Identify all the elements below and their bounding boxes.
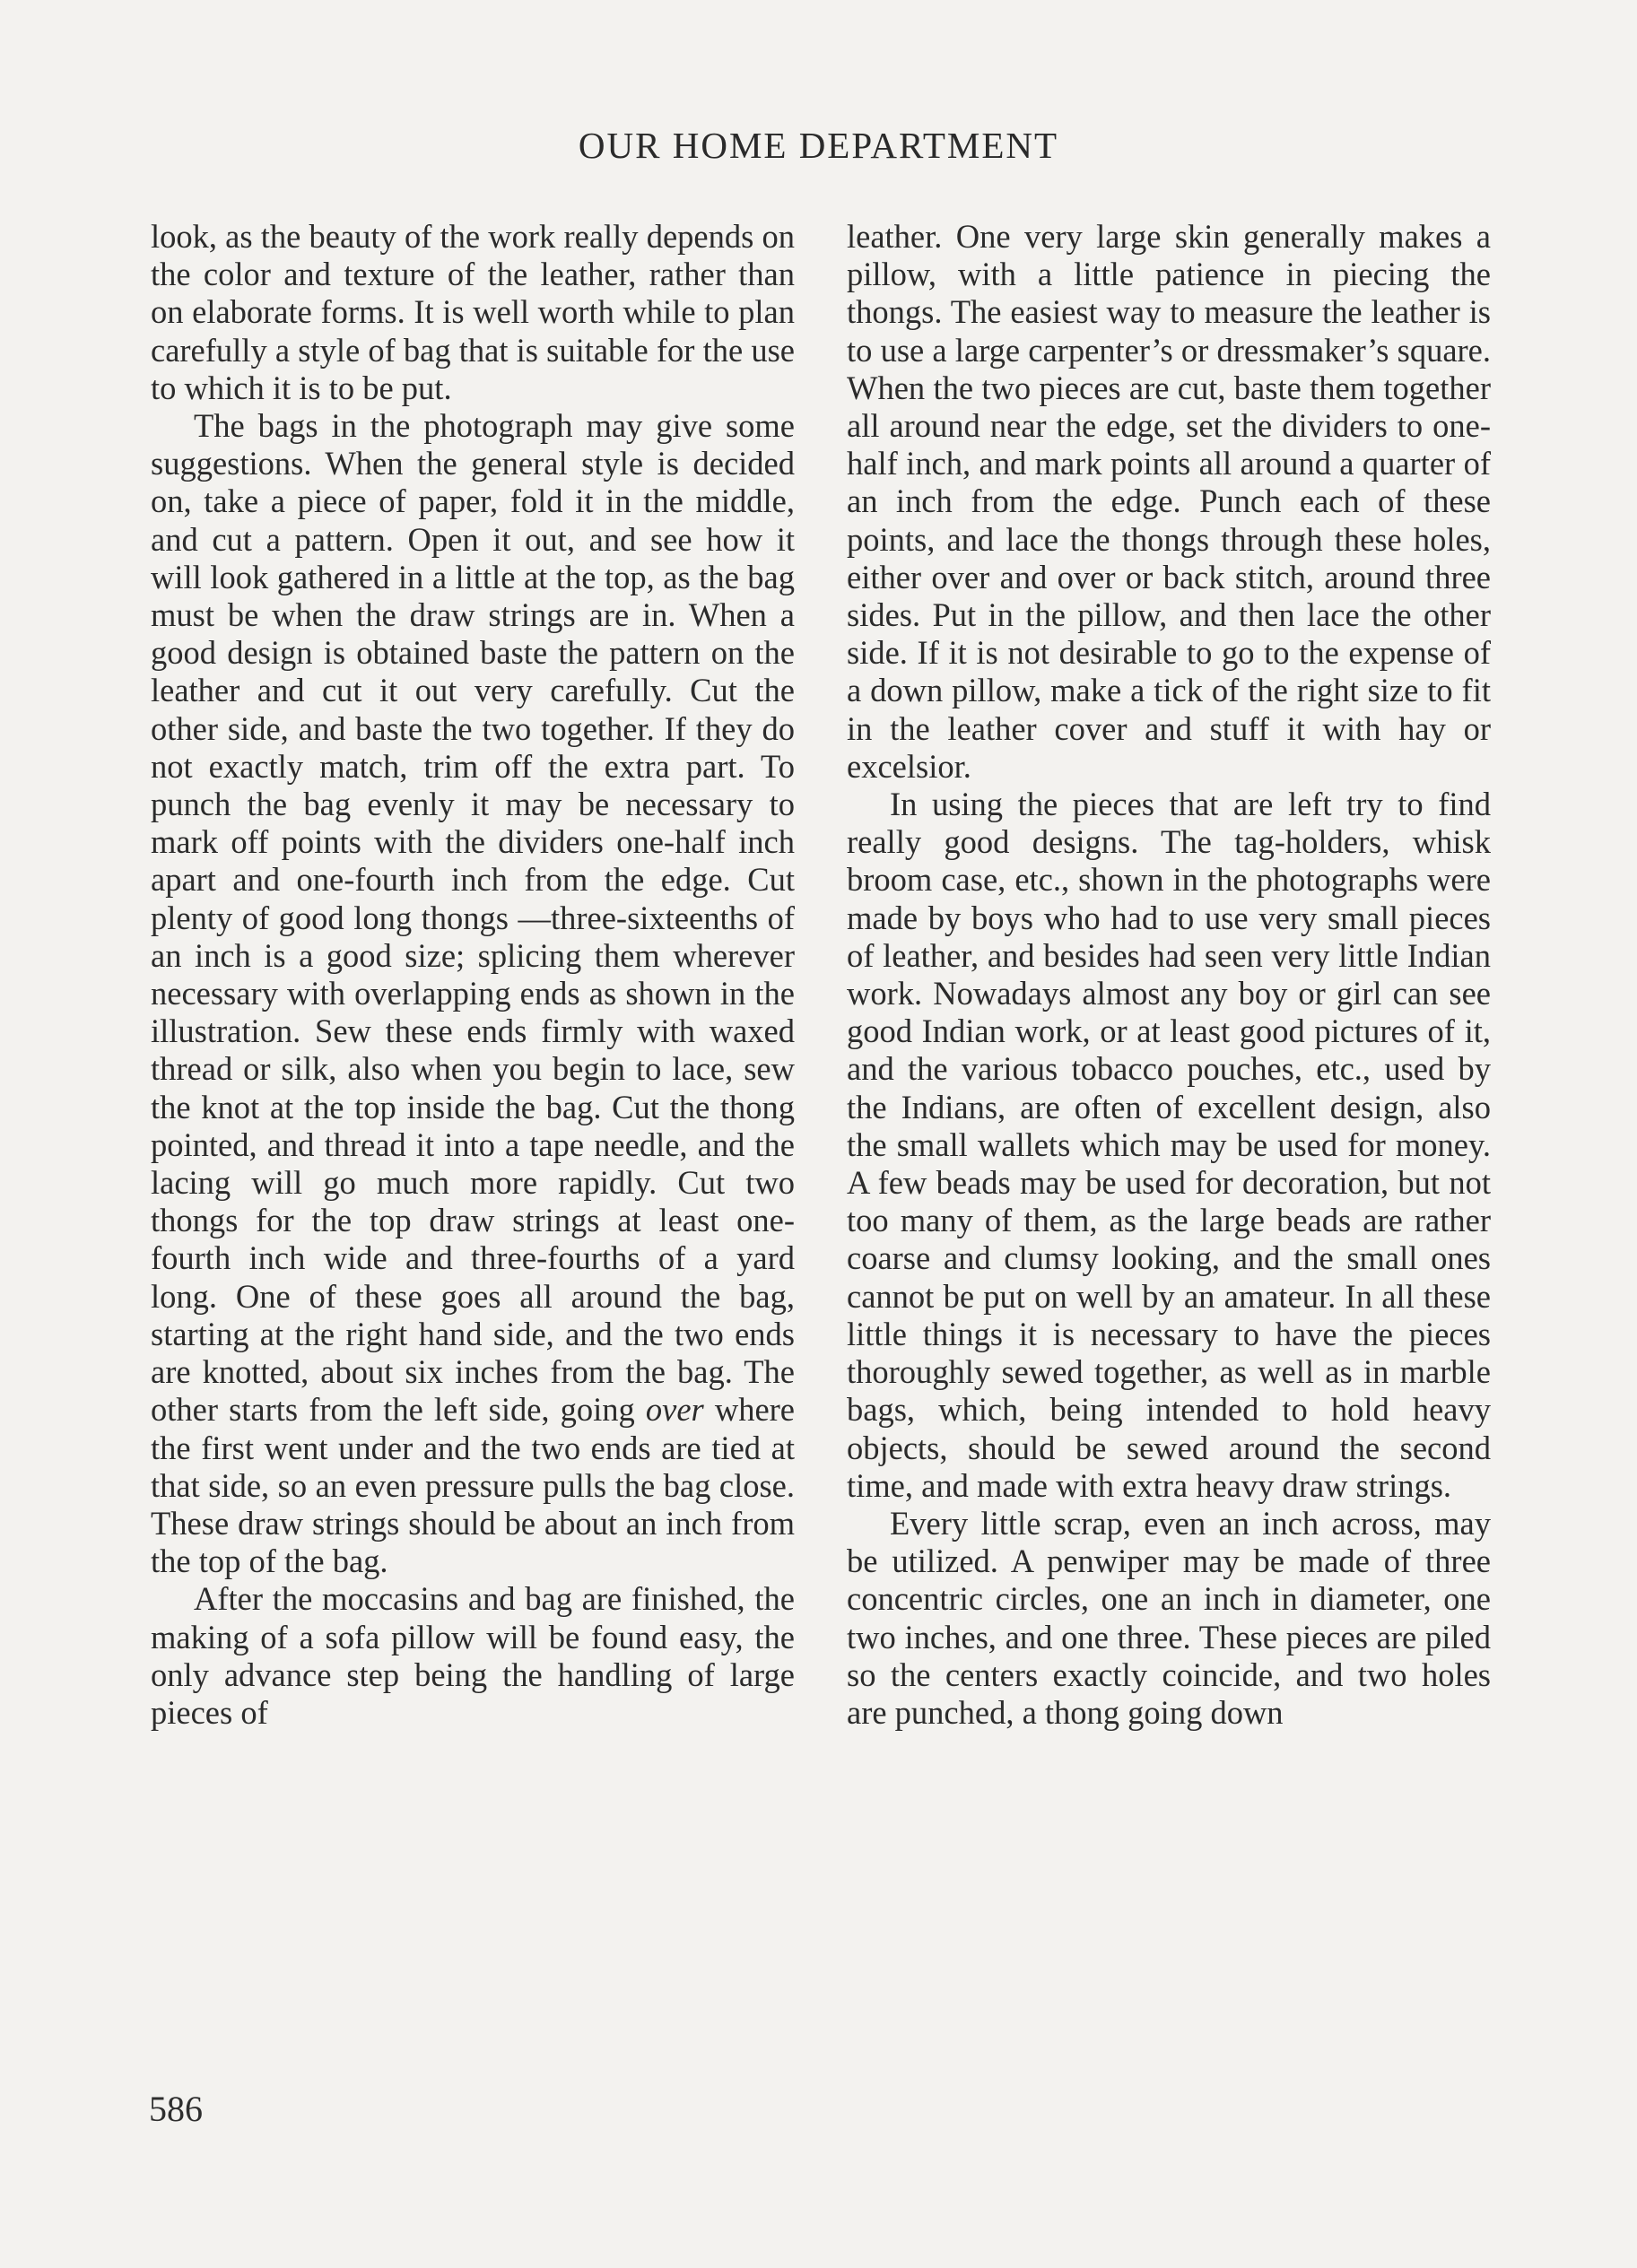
running-header: OUR HOME DEPARTMENT xyxy=(578,125,1059,166)
paragraph-continued: look, as the beauty of the work really depends on the color and texture of the leather, rather than on elaborate forms. It is well worth while to plan carefully a style of bag that is suitable for the use to which it is to be put. xyxy=(151,218,795,406)
left-column xyxy=(151,218,795,1732)
emphasis-over: over xyxy=(645,1391,704,1429)
right-column xyxy=(847,218,1491,1732)
paragraph-leather: leather. One very large skin generally makes a pillow, with a little patience in piecing the thongs. The easiest way to measure the leather is to use a large carpenter’s or dressmaker’s square. When the two pieces are cut, baste them together all around near the edge, set the dividers to one-half inch, and mark points all around a quarter of an inch from the edge. Punch each of these points, and lace the thongs through these holes, either over and over or back stitch, around three sides. Put in the pillow, and then lace the other side. If it is not desirable to go to the expense of a down pillow, make a tick of the right size to fit in the leather cover and stuff it with hay or excelsior. xyxy=(847,218,1491,785)
paragraph-scraps: Every little scrap, even an inch across, may be utilized. A penwiper may be made of three concentric circles, one an inch in diameter, one two inches, and one three. These pieces are piled so the centers exactly coincide, and two holes are punched, a thong going down xyxy=(847,1504,1491,1731)
paragraph-bags xyxy=(151,407,795,1580)
paragraph-bags-text-end: where the first went under and the two ends are tied at that side, so an even pressure pulls the bag close. These draw strings should be about an inch from the top of the bag. xyxy=(151,1391,796,1580)
paragraph-bags-text: The bags in the photograph may give some suggestions. When the general style is decided on, take a piece of paper, fold it in the middle, and cut a pattern. Open it out, and see how it will look gathered in a little at the top, as the bag must be when the draw strings are in. When a good design is obtained baste the pattern on the leather and cut it out very carefully. Cut the other side, and baste the two together. If they do not exactly match, trim off the extra part. To punch the bag evenly it may be necessary to mark off points with the dividers one-half inch apart and one-fourth inch from the edge. Cut plenty of good long thongs —three-sixteenths of an inch is a good size; splicing them wherever necessary with overlapping ends as shown in the illustration. Sew these ends firmly with waxed thread or silk, also when you begin to lace, sew the knot at the top inside the bag. Cut the thong pointed, and thread it into a tape needle, and the lacing will go much more rapidly. Cut two thongs for the top draw strings at least one-fourth inch wide and three-fourths of a yard long. One of these goes all around the bag, starting at the right hand side, and the two ends are knotted, about six inches from the bag. The other starts from the left side, going xyxy=(151,407,795,1429)
paragraph-designs: In using the pieces that are left try to find really good designs. The tag-holders, whisk broom case, etc., shown in the photographs were made by boys who had to use very small pieces of leather, and besides had seen very little Indian work. Nowadays almost any boy or girl can see good Indian work, or at least good pictures of it, and the various tobacco pouches, etc., used by the Indians, are often of excellent design, also the small wallets which may be used for money. A few beads may be used for decoration, but not too many of them, as the large beads are rather coarse and clumsy looking, and the small ones cannot be put on well by an amateur. In all these little things it is necessary to have the pieces thoroughly sewed together, as well as in marble bags, which, being intended to hold heavy objects, should be sewed around the second time, and made with extra heavy draw strings. xyxy=(847,786,1491,1504)
paragraph-sofa-pillow: After the moccasins and bag are finished, the making of a sofa pillow will be found easy, the only advance step being the handling of large pieces of xyxy=(151,1580,795,1731)
page-number: 586 xyxy=(149,2089,203,2129)
